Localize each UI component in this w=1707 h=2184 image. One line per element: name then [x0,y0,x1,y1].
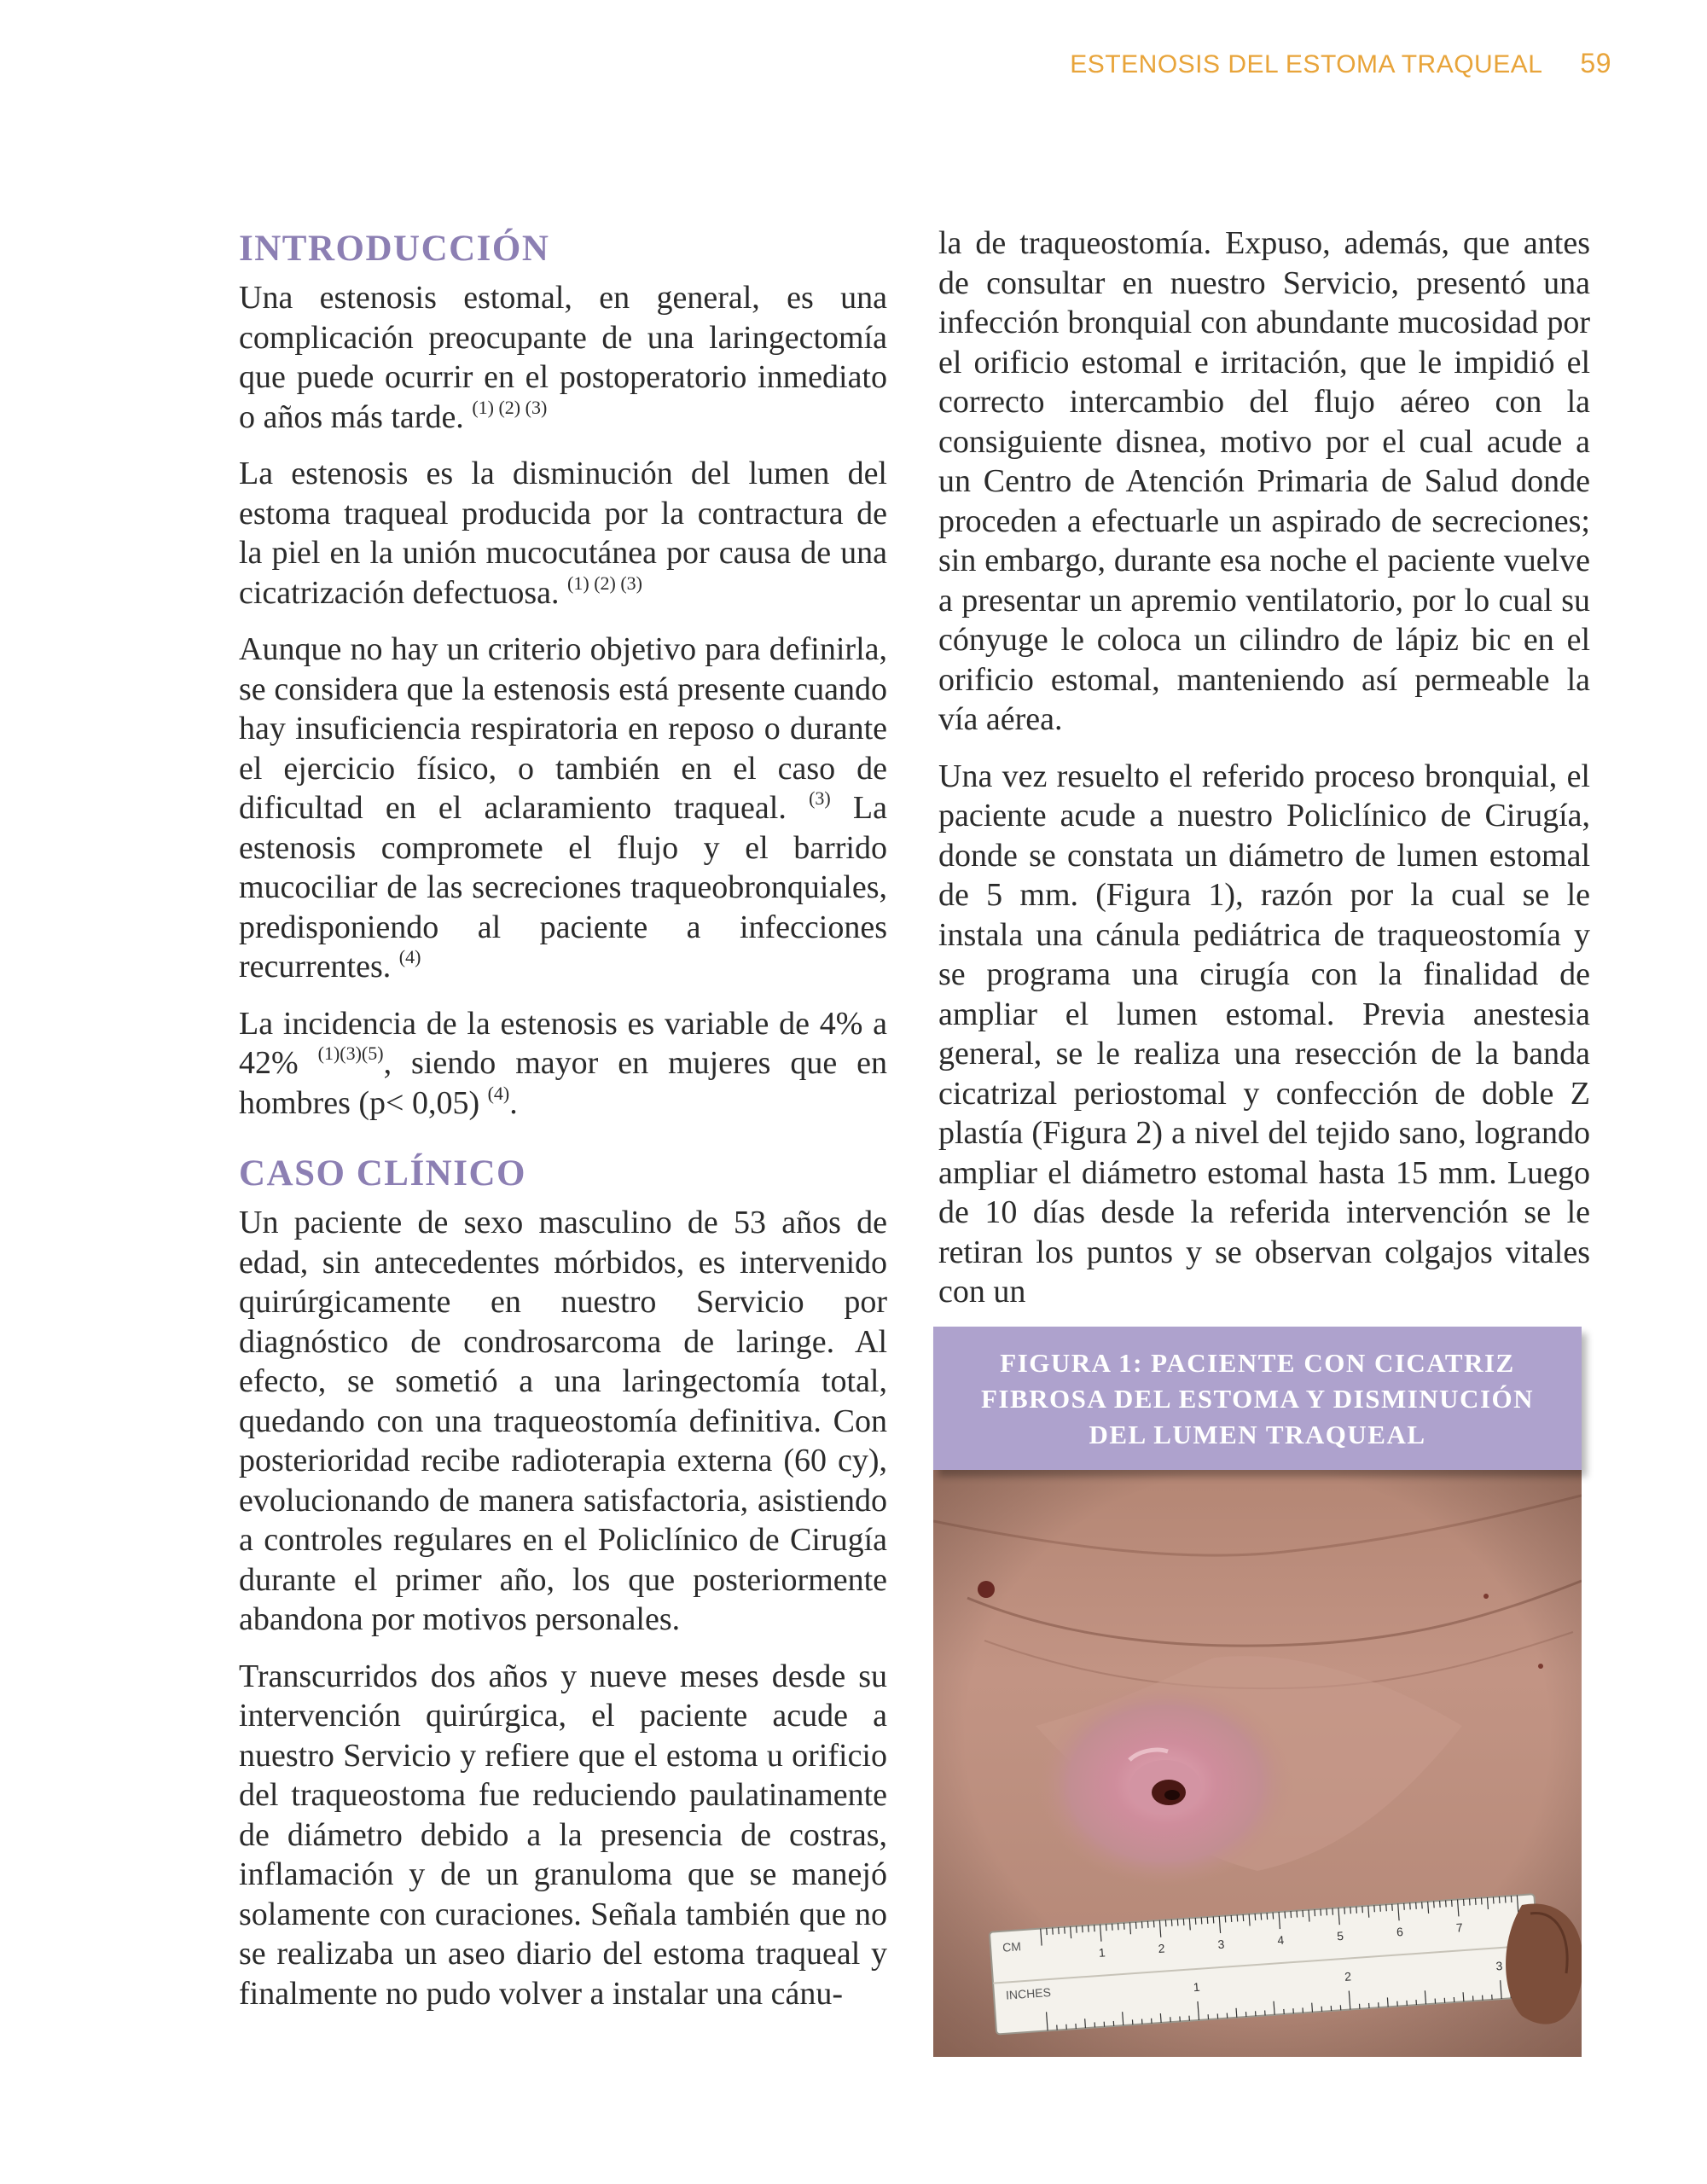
ruler-tick [1255,1914,1256,1920]
ruler-tick [1446,1900,1447,1907]
ruler-tick [1404,1903,1405,1910]
right-column [938,224,1590,1329]
reference-marks: (1)(3)(5) [317,1043,384,1064]
ruler-cm-number: 5 [1336,1928,1344,1943]
ruler-tick [1499,1896,1500,1903]
figure-1 [933,1327,1582,2057]
ruler-tick [1273,1913,1274,1920]
ruler-tick [1237,1914,1238,1921]
reference-marks: (1) (2) (3) [472,396,548,418]
ruler-tick [1085,2018,1086,2028]
page-number: 59 [1580,48,1611,78]
heading-caso-clinico: CASO CLÍNICO [239,1153,526,1194]
ruler-tick [1356,1907,1357,1914]
ruler-tick [1440,1901,1441,1908]
ruler-tick [1285,1912,1286,1919]
ruler-tick [1434,1901,1435,1908]
ruler-tick [1106,1924,1107,1931]
ruler-tick [1236,2008,1237,2018]
ruler-tick [1291,1911,1292,1918]
ruler-tick [1118,1923,1119,1930]
ruler-inches-label: INCHES [1005,1984,1052,2002]
ruler-tick [1141,1921,1142,1928]
figure-caption: FIGURA 1: PACIENTE CON CICATRIZ FIBROSA DEL ESTOMA Y DISMINUCIÓN DEL LUMEN TRAQUEAL [933,1327,1582,1470]
paragraph-5: Un paciente de sexo masculino de 53 años de edad, sin antecedentes mórbidos, es intervenido quirúrgicamente en nuestro Servicio por diagnóstico de condrosarcoma de laringe. Al efecto, se sometió a una laringectomía total, quedando con una traqueostomía definitiva. Con posterioridad recibe radioterapia externa (60 cy), evolucionando de manera satisfactoria, asistiendo a controles regulares en el Policlínico de Cirugía durante el primer año, los que posteriormente abandona por motivos personales. [239,1205,887,1637]
ruler-tick [1374,1905,1375,1912]
paragraph-8: Una vez resuelto el referido proceso bronquial, el paciente acude a nuestro Policlínico de Cirugía, donde se constata un diámetro de lumen estomal de 5 mm. (Figura 1), razón por la cual se le instala una cánula pediátrica de traqueostomía y se programa una cirugía con la finalidad de ampliar el lumen estomal. Previa anestesia general, se le realiza una resección de la banda cicatrizal periostomal y confección de doble Z plastía (Figura 2) a nivel del tejido sano, logrando ampliar el diámetro estomal hasta 15 mm. Luego de 10 días desde la referida intervención se le retiran los puntos y se observan colgajos vitales con un [938,758,1590,1310]
ruler-tick [1380,1905,1381,1912]
ruler-tick [1112,1924,1113,1931]
ruler-tick [1123,1923,1124,1930]
ruler-tick [1452,1900,1453,1907]
ruler-inch-number: 3 [1495,1958,1503,1973]
figure-photo-neck-stoma [933,1470,1582,2057]
ruler-tick [1387,1997,1388,2007]
ruler-tick [1416,1902,1417,1909]
reference-marks: (4) [487,1082,510,1104]
ruler-tick [1511,1896,1512,1902]
left-column [239,224,887,2030]
ruler-tick [1177,1919,1178,1926]
paragraph-7: la de traqueostomía. Expuso, además, que antes de consultar en nuestro Servicio, presentó una infección bronquial con abundante mucosidad por el orificio estomal e irritación, que le impidió el correcto intercambio del flujo aéreo con la consiguiente disnea, motivo por el cual acude a un Centro de Atención Primaria de Salud donde proceden a efectuarle un aspirado de secreciones; sin embargo, durante esa noche el paciente vuelve a presentar un apremio ventilatorio, por lo cual su cónyuge le coloca un cilindro de lápiz bic en el orificio estomal, manteniendo así permeable la vía aérea. [938,225,1590,737]
ruler-tick [1225,1915,1226,1922]
ruler-tick [1464,1899,1465,1906]
ruler-tick [1213,1916,1214,1923]
ruler-tick [1195,1918,1196,1925]
ruler-inch-number: 2 [1344,1969,1352,1984]
ruler-tick [1153,1920,1154,1927]
ruler-tick [1350,1907,1351,1914]
ruler-tick [1493,1896,1494,1903]
ruler-tick [1344,1908,1345,1914]
ruler-tick [1135,1922,1136,1929]
ruler-tick [1047,1928,1048,1935]
ruler-cm-number: 3 [1216,1937,1225,1952]
running-title: ESTENOSIS DEL ESTOMA TRAQUEAL [1070,50,1543,78]
ruler-cm-number: 4 [1276,1932,1285,1948]
ruler-inch-number: 1 [1193,1979,1201,1995]
ruler-tick [1261,1914,1262,1920]
ruler-tick [1475,1898,1476,1905]
paragraph-6: Transcurridos dos años y nueve meses desde su intervención quirúrgica, el paciente acude a nuestro Servicio y refiere que el estoma u orificio del traqueostoma fue reduciendo paulatinamente de diámetro debido a la presencia de costras, inflamación y de un granuloma que se manejó solamente con curaciones. Señala también que no se realizaba un aseo diario del estoma traqueal y finalmente no pudo volver a instalar una cánu- [239,1658,887,2012]
ruler-tick [1094,1925,1095,1931]
ruler-tick [1312,2003,1313,2013]
ruler-tick [1160,2013,1161,2023]
ruler-tick [1386,1904,1387,1911]
ruler-tick [1410,1902,1411,1909]
ruler-tick [1171,1920,1172,1926]
paragraph-1: Una estenosis estomal, en general, es una complicación preocupante de una laringectomía que puede ocurrir en el postoperatorio inmediato o años más tarde. $^{(1) (2) (3)}$ [239,280,887,435]
ruler-cm-number: 1 [1098,1945,1106,1960]
ruler-tick [1207,1917,1208,1924]
ruler-tick [1469,1898,1470,1905]
ruler-tick [1392,1904,1393,1911]
ruler-cm-label: CM [1002,1939,1022,1955]
running-head [1070,48,1611,79]
reference-marks: (1) (2) (3) [567,572,643,594]
ruler-tick [1059,1927,1060,1934]
reference-marks: (3) [809,787,831,809]
ruler-cm-number: 2 [1158,1941,1166,1956]
heading-introduccion: INTRODUCCIÓN [239,229,550,269]
ruler-tick [1231,1915,1232,1922]
paragraph-2: La estenosis es la disminución del lumen del estoma traqueal producida por la contractura de la piel en la unión mucocutánea por causa de una cicatrización defectuosa. $^{(1) (2) (3)}$ [239,456,887,611]
ruler-tick [1362,1906,1363,1913]
paragraph-3: Aunque no hay un criterio objetivo para definirla, se considera que la estenosis está presente cuando hay insuficiencia respiratoria en reposo o durante el ejercicio físico, o también en el caso de dificultad en el aclaramiento traqueal. $^{(3)}$ La estenosis compromete el flujo y el barrido mucociliar de las secreciones traqueobronquiales, predisponiendo al paciente a infecciones recurrentes. $^{(4)}$ [239,631,888,985]
ruler-tick [1201,1917,1202,1924]
ruler-tick [1243,1914,1244,1921]
ruler-tick [1505,1896,1506,1903]
ruler-tick [1481,1897,1482,1904]
ruler-cm-number: 6 [1396,1924,1404,1939]
ruler-tick [1183,1919,1184,1926]
reference-marks: (4) [398,946,421,967]
ruler-tick [1267,1913,1268,1920]
paragraph-4: La incidencia de la estenosis es variable de 4% a 42% $^{(1)(3)(5)}$, siendo mayor en mujeres que en hombres (p< 0,05) $^{(4)}$. [239,1005,888,1121]
ruler-tick [1463,1992,1464,2001]
ruler-tick [1053,1928,1054,1935]
ruler-cm-number: 7 [1455,1920,1464,1935]
ruler-tick [1165,1920,1166,1926]
ruler-tick [1422,1902,1423,1908]
ruler-tick [1297,1911,1298,1918]
ruler-tick [1147,1921,1148,1928]
